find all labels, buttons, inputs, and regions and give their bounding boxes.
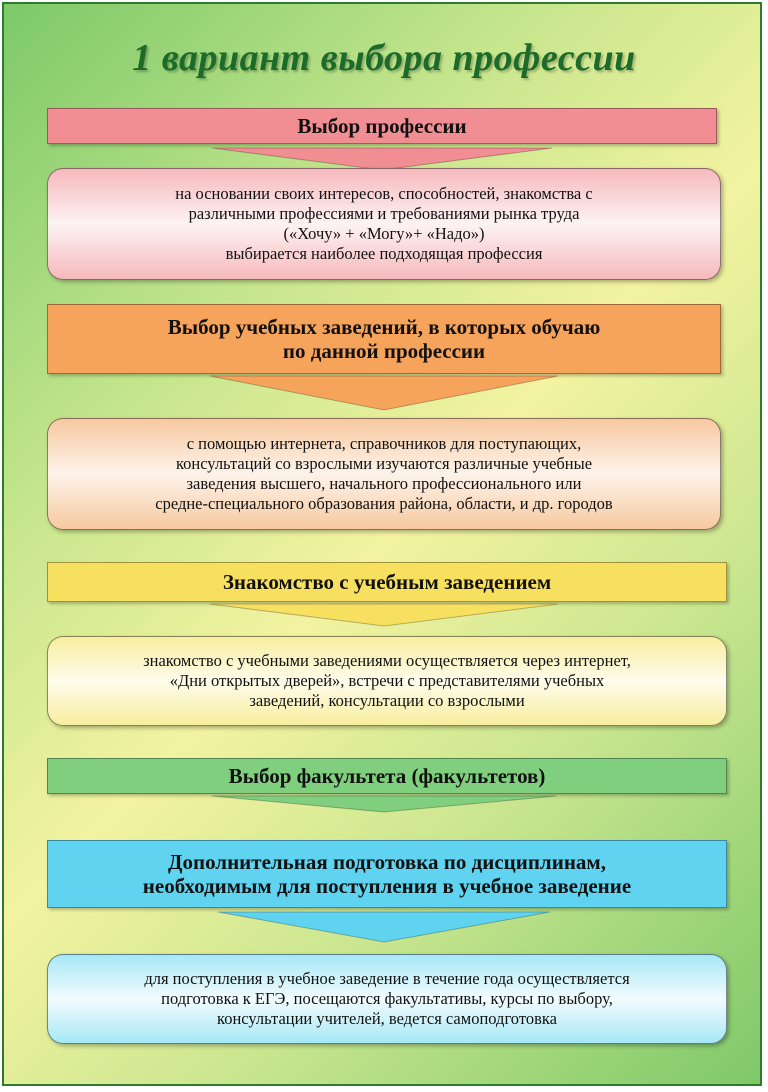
step-2-heading-text: Выбор учебных заведений, в которых обучаю по данной профессии — [167, 314, 601, 363]
step-4-heading — [47, 758, 727, 794]
step-3-description-text: знакомство с учебными заведениями осуществляется через интернет, «Дни открытых дверей», встречи с представителями учебных заведений, консультации со взрослыми — [143, 651, 631, 710]
step-5-description-text: для поступления в учебное заведение в течение года осуществляется подготовка к ЕГЭ, посещаются факультативы, курсы по выбору, консультации учителей, ведется самоподготовка — [144, 969, 630, 1028]
step-5-arrow — [0, 908, 768, 948]
step-2-arrow — [0, 374, 768, 414]
step-1-description — [47, 168, 721, 280]
step-4-arrow — [0, 794, 768, 816]
step-2-description-text: с помощью интернета, справочников для поступающих, консультаций со взрослыми изучаются различные учебные заведения высшего, начального профессионального или средне-специального образования района, области, и др. городов — [155, 434, 613, 513]
step-3-arrow — [0, 602, 768, 630]
step-5-description — [47, 954, 727, 1044]
page-title: 1 вариант выбора профессии — [132, 37, 636, 79]
step-3-description — [47, 636, 727, 726]
step-5-heading-text: Дополнительная подготовка по дисциплинам, необходимым для поступления в учебное заведение — [142, 849, 632, 898]
step-2-description — [47, 418, 721, 530]
step-1-heading — [47, 108, 717, 144]
step-3-heading — [47, 562, 727, 602]
step-4-heading-text: Выбор факультета (факультетов) — [228, 763, 546, 788]
step-1-description-text: на основании своих интересов, способностей, знакомства с различными профессиями и требованиями рынка труда («Хочу» + «Могу»+ «Надо») выбирается наиболее подходящая профессия — [175, 184, 593, 263]
step-3-heading-text: Знакомство с учебным заведением — [222, 569, 552, 594]
step-2-heading — [47, 304, 721, 374]
step-1-heading-text: Выбор профессии — [297, 113, 467, 138]
step-5-heading — [47, 840, 727, 908]
